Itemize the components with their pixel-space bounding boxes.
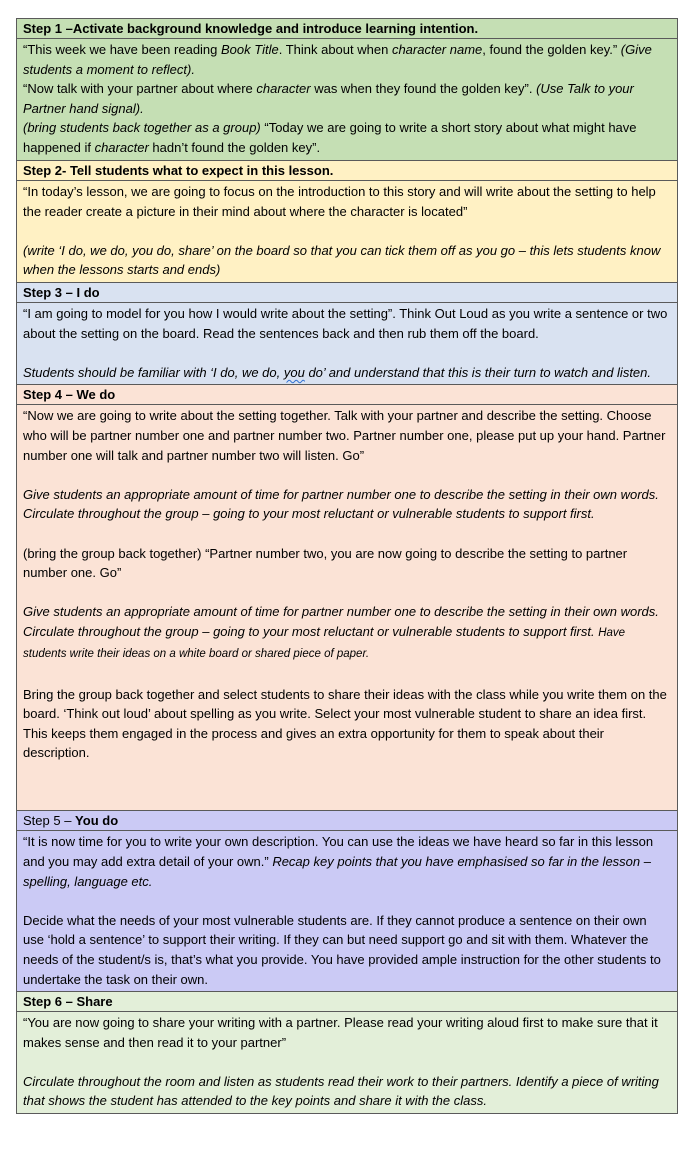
text-run: , found the golden key.”	[482, 42, 621, 57]
text-run: . Think about when	[278, 42, 392, 57]
step-1-body-row	[17, 39, 678, 161]
lesson-plan-table	[16, 18, 678, 1114]
step-4-body-row	[17, 405, 678, 811]
step-4-paragraph-1: “Now we are going to write about the setting together. Talk with your partner and describe the setting. Choose who will be partner number one and partner number two. Partner number one, please put up your hand. Partner number one will talk and partner number two will listen. Go”	[23, 408, 666, 463]
step-5-body-row	[17, 831, 678, 992]
text-run: hadn’t found the golden key”.	[148, 139, 321, 155]
character-name-placeholder: character name	[391, 42, 483, 57]
step-5-paragraph-1	[23, 832, 671, 891]
step-1-line-3	[23, 118, 671, 157]
step-4-paragraph-3: (bring the group back together) “Partner number two, you are now going to describe the setting to partner number one. Go”	[23, 545, 628, 581]
teacher-note: (Give students a moment to reflect).	[23, 42, 652, 77]
book-title-placeholder: Book Title	[221, 42, 279, 57]
text-run: “It is now time for you to write your own description. You can use the ideas we have heard so far in this lesson and you may add extra detail of your own.”	[23, 834, 654, 869]
text-run: You do	[75, 813, 119, 829]
teacher-note: Recap key points that you have emphasised so far in the lesson – spelling, language etc.	[23, 853, 651, 889]
step-1-line-1	[23, 40, 671, 79]
character-placeholder: character	[256, 81, 311, 97]
text-run: do’ and understand that this is their turn to watch and listen.	[304, 364, 652, 380]
step-6-body	[17, 1012, 678, 1114]
step-6-body-row	[17, 1012, 678, 1114]
step-6-header-row	[17, 992, 678, 1012]
step-1-heading: Step 1 –Activate background knowledge and introduce learning intention.	[17, 19, 678, 39]
step-6-paragraph-2: Circulate throughout the room and listen as students read their work to their partners. Identify a piece of writing that shows the student has attended to the key points and share it with the class.	[23, 1073, 659, 1109]
step-1-line-2	[23, 79, 671, 118]
step-2-heading: Step 2- Tell students what to expect in this lesson.	[17, 161, 678, 181]
spellcheck-word: you	[283, 364, 305, 380]
step-4-header-row	[17, 385, 678, 405]
step-2-header-row	[17, 161, 678, 181]
step-5-paragraph-2: Decide what the needs of your most vulnerable students are. If they cannot produce a sentence on their own use ‘hold a sentence’ to support their writing. If they can but need support go and sit with them. Whatever the needs of the student/s is, that’s what you provide. You have provided ample instruction for the other students to undertake the task on their own.	[23, 912, 661, 987]
text-run: was when they found the golden key”.	[310, 81, 537, 97]
step-4-body	[17, 405, 678, 811]
character-placeholder: character	[94, 139, 149, 155]
step-3-body	[17, 302, 678, 384]
teacher-note: (bring students back together as a group)	[23, 120, 261, 136]
step-2-paragraph-2: (write ‘I do, we do, you do, share’ on the board so that you can tick them off as you go – this lets students know when the lessons starts and ends)	[23, 242, 661, 278]
step-4-heading: Step 4 – We do	[17, 385, 678, 405]
step-4-paragraph-4	[23, 602, 671, 665]
step-3-body-row	[17, 302, 678, 384]
teacher-note: (Use Talk to your Partner hand signal).	[23, 81, 634, 116]
step-3-heading: Step 3 – I do	[17, 282, 678, 302]
step-2-body	[17, 181, 678, 283]
step-3-header-row	[17, 282, 678, 302]
step-5-heading	[17, 811, 678, 831]
step-4-paragraph-2: Give students an appropriate amount of time for partner number one to describe the setting in their own words. Circulate throughout the group – going to your most reluctant or vulnerable students to support first.	[23, 486, 659, 522]
step-6-paragraph-1: “You are now going to share your writing with a partner. Please read your writing aloud first to make sure that it makes sense and then read it to your partner”	[23, 1015, 658, 1050]
step-5-header-row	[17, 811, 678, 831]
step-3-paragraph-1: “I am going to model for you how I would write about the setting”. Think Out Loud as you write a sentence or two about the setting on the board. Read the sentences back and then rub them off the board.	[23, 305, 668, 341]
text-run: Step 5 –	[23, 813, 76, 829]
step-1-body	[17, 39, 678, 161]
step-1-header-row	[17, 19, 678, 39]
text-run: “Now talk with your partner about where	[23, 81, 257, 97]
text-run: “This week we have been reading	[23, 42, 222, 57]
step-5-body	[17, 831, 678, 992]
text-run: Students should be familiar with ‘I do, we do,	[23, 364, 284, 380]
step-2-paragraph-1: “In today’s lesson, we are going to focus on the introduction to this story and will write about the setting to help the reader create a picture in their mind about where the character is located”	[23, 184, 656, 219]
text-run: Give students an appropriate amount of time for partner number one to describe the setting in their own words. Circulate throughout the group – going to your most reluctant or vulnerable students to support first.	[23, 604, 659, 639]
step-2-body-row	[17, 181, 678, 283]
step-3-paragraph-2	[23, 363, 671, 383]
text-run: “Today we are going to write a short story about what might have happened if	[23, 120, 637, 155]
step-6-heading: Step 6 – Share	[17, 992, 678, 1012]
step-4-paragraph-5: Bring the group back together and select students to share their ideas with the class while you write them on the board. ‘Think out loud’ about spelling as you write. Select your most vulnerable student to share an idea first. This keeps them engaged in the process and gives an extra opportunity for them to speak about their description.	[23, 686, 667, 761]
small-note: Have students write their ideas on a white board or shared piece of paper.	[23, 626, 626, 661]
